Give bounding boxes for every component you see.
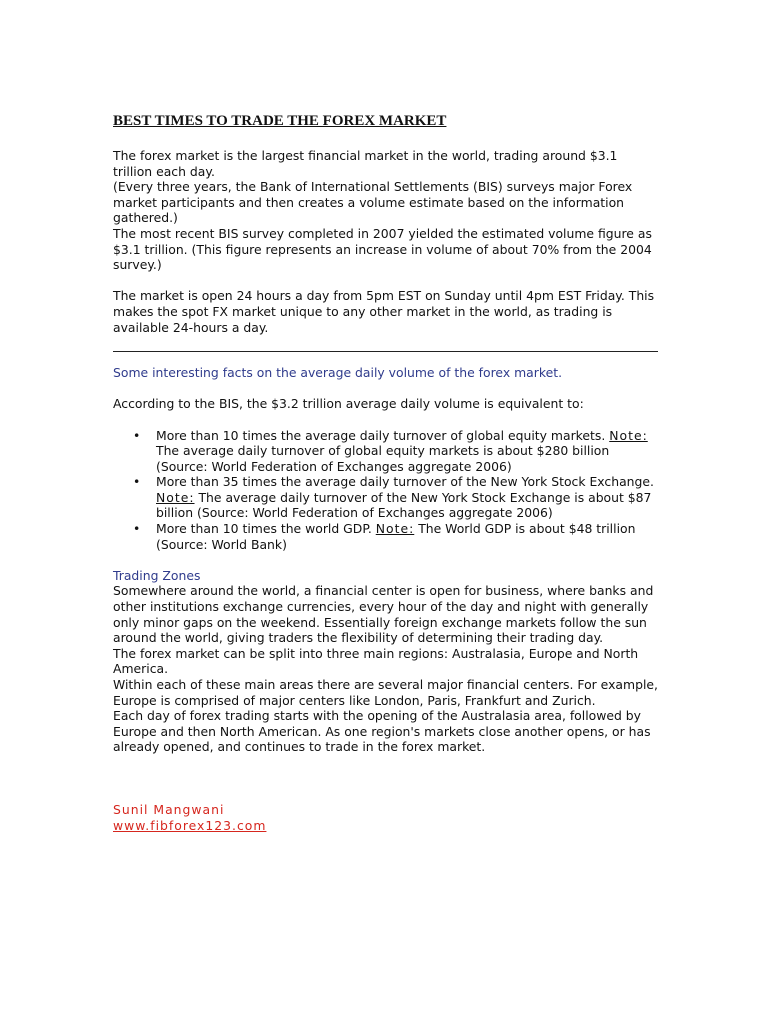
- intro-paragraph-1: The forex market is the largest financial market in the world, trading around $3.1 trillion each day.: [113, 148, 618, 179]
- intro-paragraph-2: (Every three years, the Bank of International Settlements (BIS) surveys major Forex market participants and then creates a volume estimate based on the information gathered.): [113, 179, 633, 226]
- note-label: Note:: [609, 427, 648, 443]
- note-text: The World GDP is about $48 trillion (Source: World Bank): [156, 521, 636, 552]
- list-item: [156, 428, 658, 475]
- note-text: The average daily turnover of global equity markets is about $280 billion (Source: World Federation of Exchanges aggregate 2006): [156, 443, 610, 474]
- spacer: [113, 381, 658, 397]
- spacer: [113, 552, 658, 568]
- list-item: [156, 521, 658, 552]
- document-page: [113, 112, 658, 833]
- bullet-text: More than 10 times the world GDP.: [156, 521, 376, 537]
- note-text: The average daily turnover of the New York Stock Exchange is about $87 billion (Source: World Federation of Exchanges aggregate 2006): [156, 489, 652, 521]
- zones-paragraph-2: The forex market can be split into three main regions: Australasia, Europe and North America.: [113, 645, 639, 677]
- zones-paragraph-3: Within each of these main areas there are several major financial centers. For example, Europe is comprised of major centers like London, Paris, Frankfurt and Zurich.: [113, 677, 658, 708]
- facts-intro: According to the BIS, the $3.2 trillion average daily volume is equivalent to:: [113, 396, 584, 412]
- zones-paragraph-1: Somewhere around the world, a financial center is open for business, where banks and other institutions exchange currencies, every hour of the day and night with generally only minor gaps on the weekend. Essentially foreign exchange markets follow the sun around the world, giving traders the flexibility of determining their trading day.: [113, 583, 654, 646]
- note-label: Note:: [156, 489, 195, 505]
- facts-list: [113, 428, 658, 553]
- section-divider: [113, 351, 658, 352]
- document-title: BEST TIMES TO TRADE THE FOREX MARKET: [113, 113, 447, 129]
- zones-paragraph-4: Each day of forex trading starts with the opening of the Australasia area, followed by Europe and then North American. As one region's markets close another opens, or has already opened, and continues to trade in the forex market.: [113, 708, 651, 755]
- facts-heading: Some interesting facts on the average daily volume of the forex market.: [113, 365, 563, 381]
- list-item: [156, 474, 658, 521]
- note-label: Note:: [375, 521, 415, 537]
- zones-heading: Trading Zones: [113, 567, 201, 583]
- intro-paragraph-3: The most recent BIS survey completed in 2007 yielded the estimated volume figure as $3.1 trillion. (This figure represents an increase in volume of about 70% from the 2004 survey.): [113, 225, 652, 273]
- spacer: [113, 755, 658, 802]
- spacer: [113, 412, 658, 428]
- website-link[interactable]: www.fibforex123.com: [113, 817, 267, 833]
- bullet-text: More than 10 times the average daily turnover of global equity markets.: [156, 427, 610, 443]
- market-hours-paragraph: The market is open 24 hours a day from 5pm EST on Sunday until 4pm EST Friday. This makes the spot FX market unique to any other market in the world, as trading is available 24-hours a day.: [113, 288, 655, 335]
- spacer: [113, 273, 658, 289]
- author-name: Sunil Mangwani: [113, 801, 225, 817]
- bullet-text: More than 35 times the average daily turnover of the New York Stock Exchange.: [156, 474, 654, 490]
